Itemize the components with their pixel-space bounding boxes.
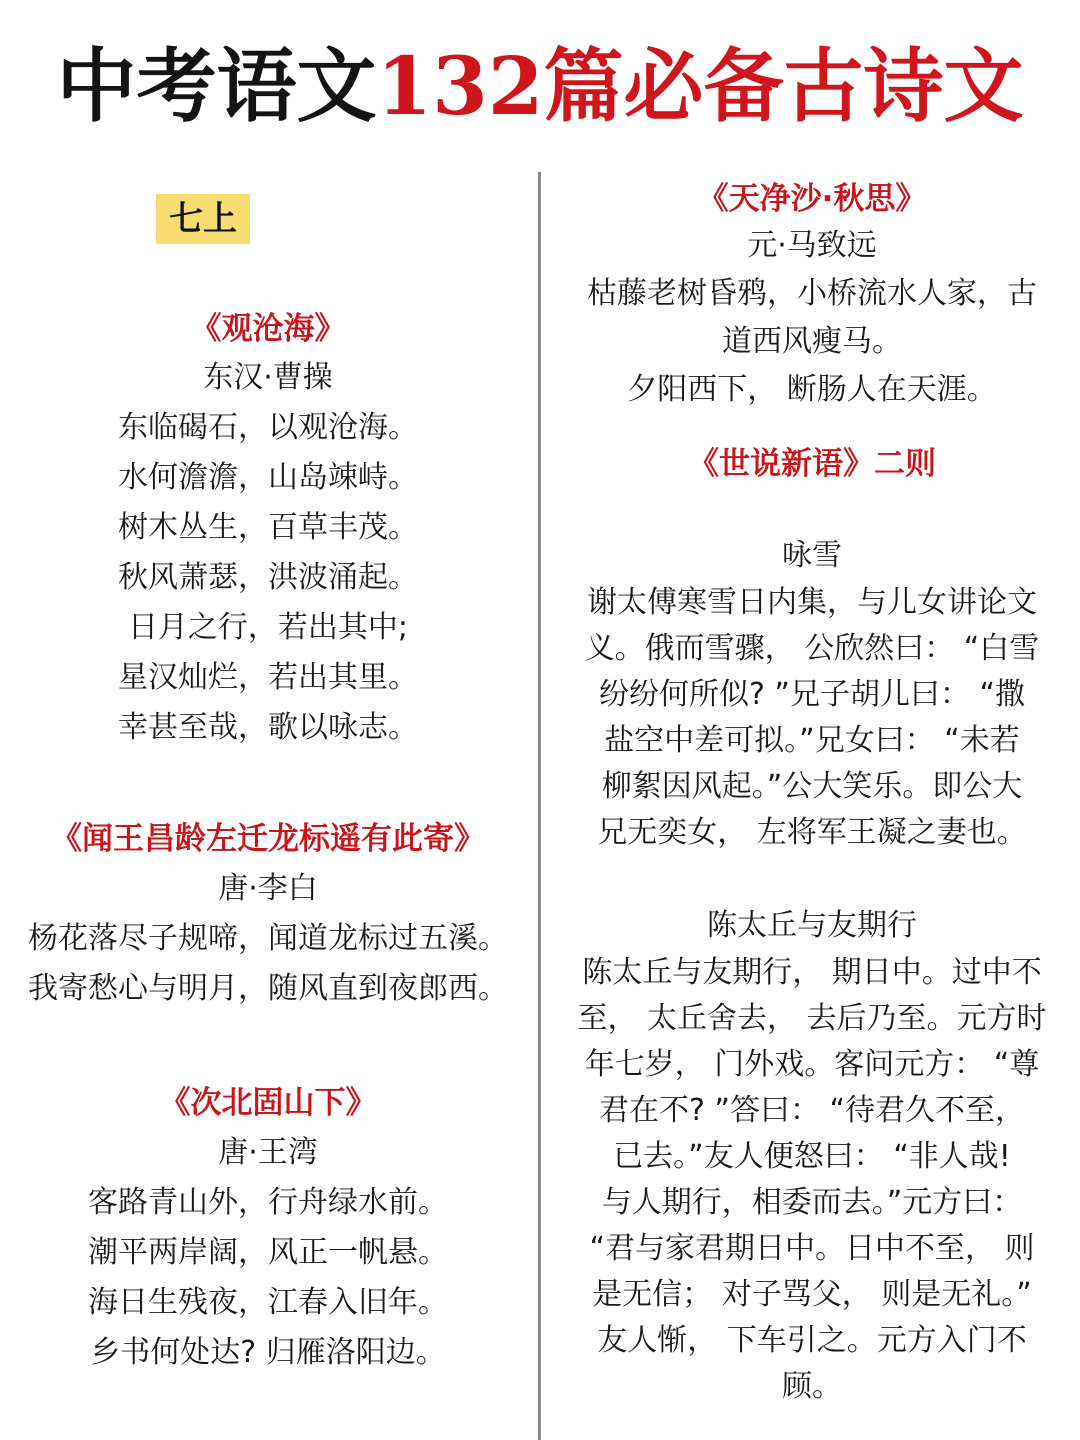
poem-line: 东临碣石，以观沧海。: [118, 410, 418, 445]
poem-line: 树木丛生，百草丰茂。: [118, 510, 418, 545]
poem-title: 《天净沙·秋思》: [697, 181, 927, 217]
prose-line: 兄无奕女， 左将军王凝之妻也。: [597, 815, 1027, 850]
poem-line: 杨花落尽子规啼，闻道龙标过五溪。: [28, 921, 508, 956]
poem-line: 枯藤老树昏鸦，小桥流水人家，古: [587, 276, 1037, 311]
section-heading: 咏雪: [782, 538, 842, 573]
prose-title: 《世说新语》二则: [688, 446, 936, 482]
prose-line: 是无信； 对子骂父， 则是无礼。”: [592, 1277, 1032, 1312]
poem-title: 《观沧海》: [190, 311, 346, 347]
prose-line: 与人期行，相委而去。”元方曰：: [601, 1185, 1023, 1220]
prose-line: 顾。: [782, 1369, 842, 1404]
poem-line: 道西风瘦马。: [722, 324, 902, 359]
section-heading: 陈太丘与友期行: [707, 908, 917, 943]
poem-author: 东汉·曹操: [203, 360, 333, 395]
prose-line: 已去。”友人便怒曰： “非人哉!: [613, 1139, 1011, 1174]
page-title: [0, 36, 1080, 136]
prose-line: 谢太傅寒雪日内集，与儿女讲论文: [587, 585, 1037, 620]
poem-line: 潮平两岸阔，风正一帆悬。: [88, 1235, 448, 1270]
column-divider: [538, 172, 541, 1440]
grade-badge: 七上: [156, 194, 250, 244]
prose-line: 友人惭， 下车引之。元方入门不: [597, 1323, 1027, 1358]
poem-line: 客路青山外，行舟绿水前。: [88, 1185, 448, 1220]
poem-title: 《闻王昌龄左迁龙标遥有此寄》: [51, 821, 485, 857]
poem-author: 元·马致远: [747, 228, 877, 263]
poem-author: 唐·王湾: [218, 1135, 318, 1170]
poem-title: 《次北固山下》: [159, 1085, 377, 1121]
poem-line: 海日生残夜，江春入旧年。: [88, 1285, 448, 1320]
prose-line: 陈太丘与友期行， 期日中。过中不: [582, 955, 1042, 990]
poem-line: 乡书何处达? 归雁洛阳边。: [90, 1335, 446, 1370]
prose-line: 纷纷何所似? ”兄子胡儿曰： “撒: [598, 677, 1026, 712]
title-red-part: 132篇必备古诗文: [376, 39, 1024, 133]
poem-author: 唐·李白: [218, 871, 318, 906]
poem-line: 夕阳西下， 断肠人在天涯。: [627, 372, 997, 407]
prose-line: 柳絮因风起。”公大笑乐。即公大: [601, 769, 1023, 804]
prose-line: 盐空中差可拟。”兄女曰： “未若: [604, 723, 1020, 758]
poem-line: 日月之行，若出其中;: [127, 610, 409, 645]
poem-line: 秋风萧瑟，洪波涌起。: [118, 560, 418, 595]
prose-line: 年七岁， 门外戏。客问元方： “尊: [584, 1047, 1040, 1082]
title-black-part: 中考语文: [56, 39, 377, 133]
prose-line: 义。俄而雪骤， 公欣然曰： “白雪: [584, 631, 1040, 666]
poem-line: 幸甚至哉，歌以咏志。: [118, 710, 418, 745]
prose-line: “君与家君期日中。日中不至， 则: [589, 1231, 1035, 1266]
poem-line: 我寄愁心与明月，随风直到夜郎西。: [28, 971, 508, 1006]
poem-line: 水何澹澹，山岛竦峙。: [118, 460, 418, 495]
prose-line: 君在不? ”答曰： “待君久不至，: [598, 1093, 1026, 1128]
poem-line: 星汉灿烂，若出其里。: [118, 660, 418, 695]
prose-line: 至， 太丘舍去， 去后乃至。元方时: [577, 1001, 1047, 1036]
